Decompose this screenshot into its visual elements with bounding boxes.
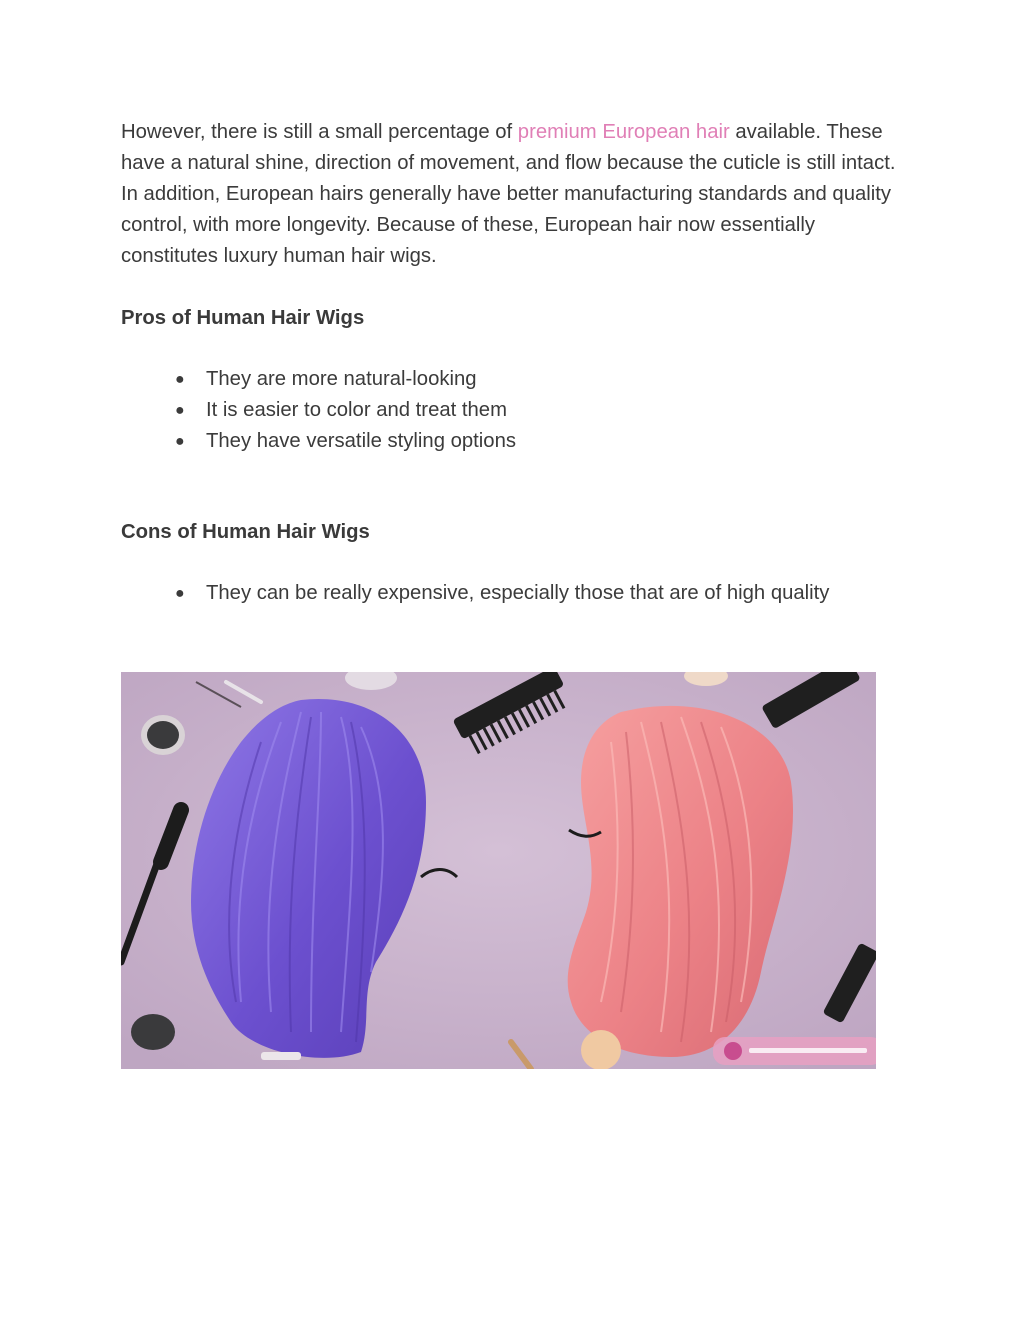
wigs-photo [121,672,876,1069]
pros-list [175,364,516,457]
list-item-text: It is easier to color and treat them [206,399,507,421]
list-item-text: They can be really expensive, especially those that are of high quality [206,582,830,604]
makeup-sponge [581,1030,621,1069]
list-item [175,364,516,395]
eyeshadow-pot-bottom [131,1014,175,1050]
bullet-icon: ● [175,585,185,602]
lipstick [261,1052,301,1060]
list-item [175,395,516,426]
wigs-illustration [121,672,876,1069]
cons-heading: Cons of Human Hair Wigs [121,521,370,543]
premium-european-hair-link[interactable]: premium European hair [517,121,730,143]
list-item [175,578,829,609]
cons-list [175,578,829,609]
list-item-text: They are more natural-looking [206,368,477,390]
watermark-badge [713,1037,876,1065]
intro-paragraph [121,117,911,272]
intro-text-before: However, there is still a small percentage of [121,121,518,143]
eyeshadow-pot [141,715,185,755]
bullet-icon: ● [175,402,185,419]
intro-text-after: available. These have a natural shine, direction of movement, and flow because the cuticle is still intact. In addition, European hairs generally have better manufacturing standards and quality control, with more longevity. Because of these, European hair now essentially constitutes luxury human hair wigs. [121,121,896,267]
bullet-icon: ● [175,371,185,388]
bullet-icon: ● [175,433,185,450]
list-item [175,426,516,457]
pros-heading: Pros of Human Hair Wigs [121,307,365,329]
list-item-text: They have versatile styling options [206,430,517,452]
